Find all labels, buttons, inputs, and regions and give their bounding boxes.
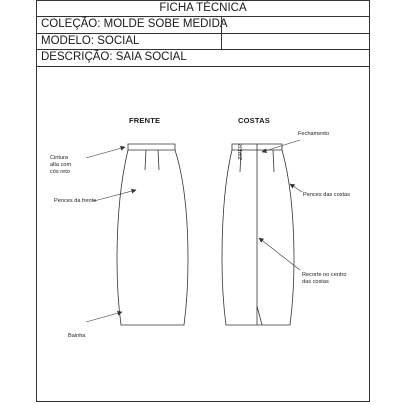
back-dart-right bbox=[273, 150, 274, 172]
sheet-title: FICHA TÉCNICA bbox=[37, 1, 369, 17]
front-waistband bbox=[128, 144, 175, 150]
waist-annotation: Cintura alta com cós reto bbox=[50, 155, 72, 175]
back-vent bbox=[257, 306, 262, 325]
back-darts-annotation: Pences das costas bbox=[303, 192, 350, 198]
model-field: MODELO: SOCIAL bbox=[37, 34, 369, 50]
zipper-label: ZIPER bbox=[238, 144, 244, 160]
front-skirt-drawing bbox=[117, 144, 188, 325]
front-skirt-outline bbox=[117, 150, 188, 325]
back-skirt-outline bbox=[222, 150, 294, 325]
closure-annotation: Fechamento bbox=[298, 131, 330, 137]
back-skirt-drawing bbox=[222, 144, 294, 325]
hem-annotation: Bainha bbox=[68, 333, 86, 339]
description-field: DESCRIÇÃO: SAIA SOCIAL bbox=[37, 50, 369, 67]
front-dart-left bbox=[145, 150, 146, 170]
back-view-title: COSTAS bbox=[238, 116, 270, 125]
front-view-title: FRENTE bbox=[129, 116, 161, 125]
collection-field: COLEÇÃO: MOLDE SOBE MEDIDA bbox=[37, 17, 369, 34]
front-darts-annotation: Pences da frente bbox=[54, 198, 97, 204]
center-back-seam-annotation: Recorte no centro das costas bbox=[302, 272, 347, 285]
front-dart-right bbox=[158, 150, 159, 170]
